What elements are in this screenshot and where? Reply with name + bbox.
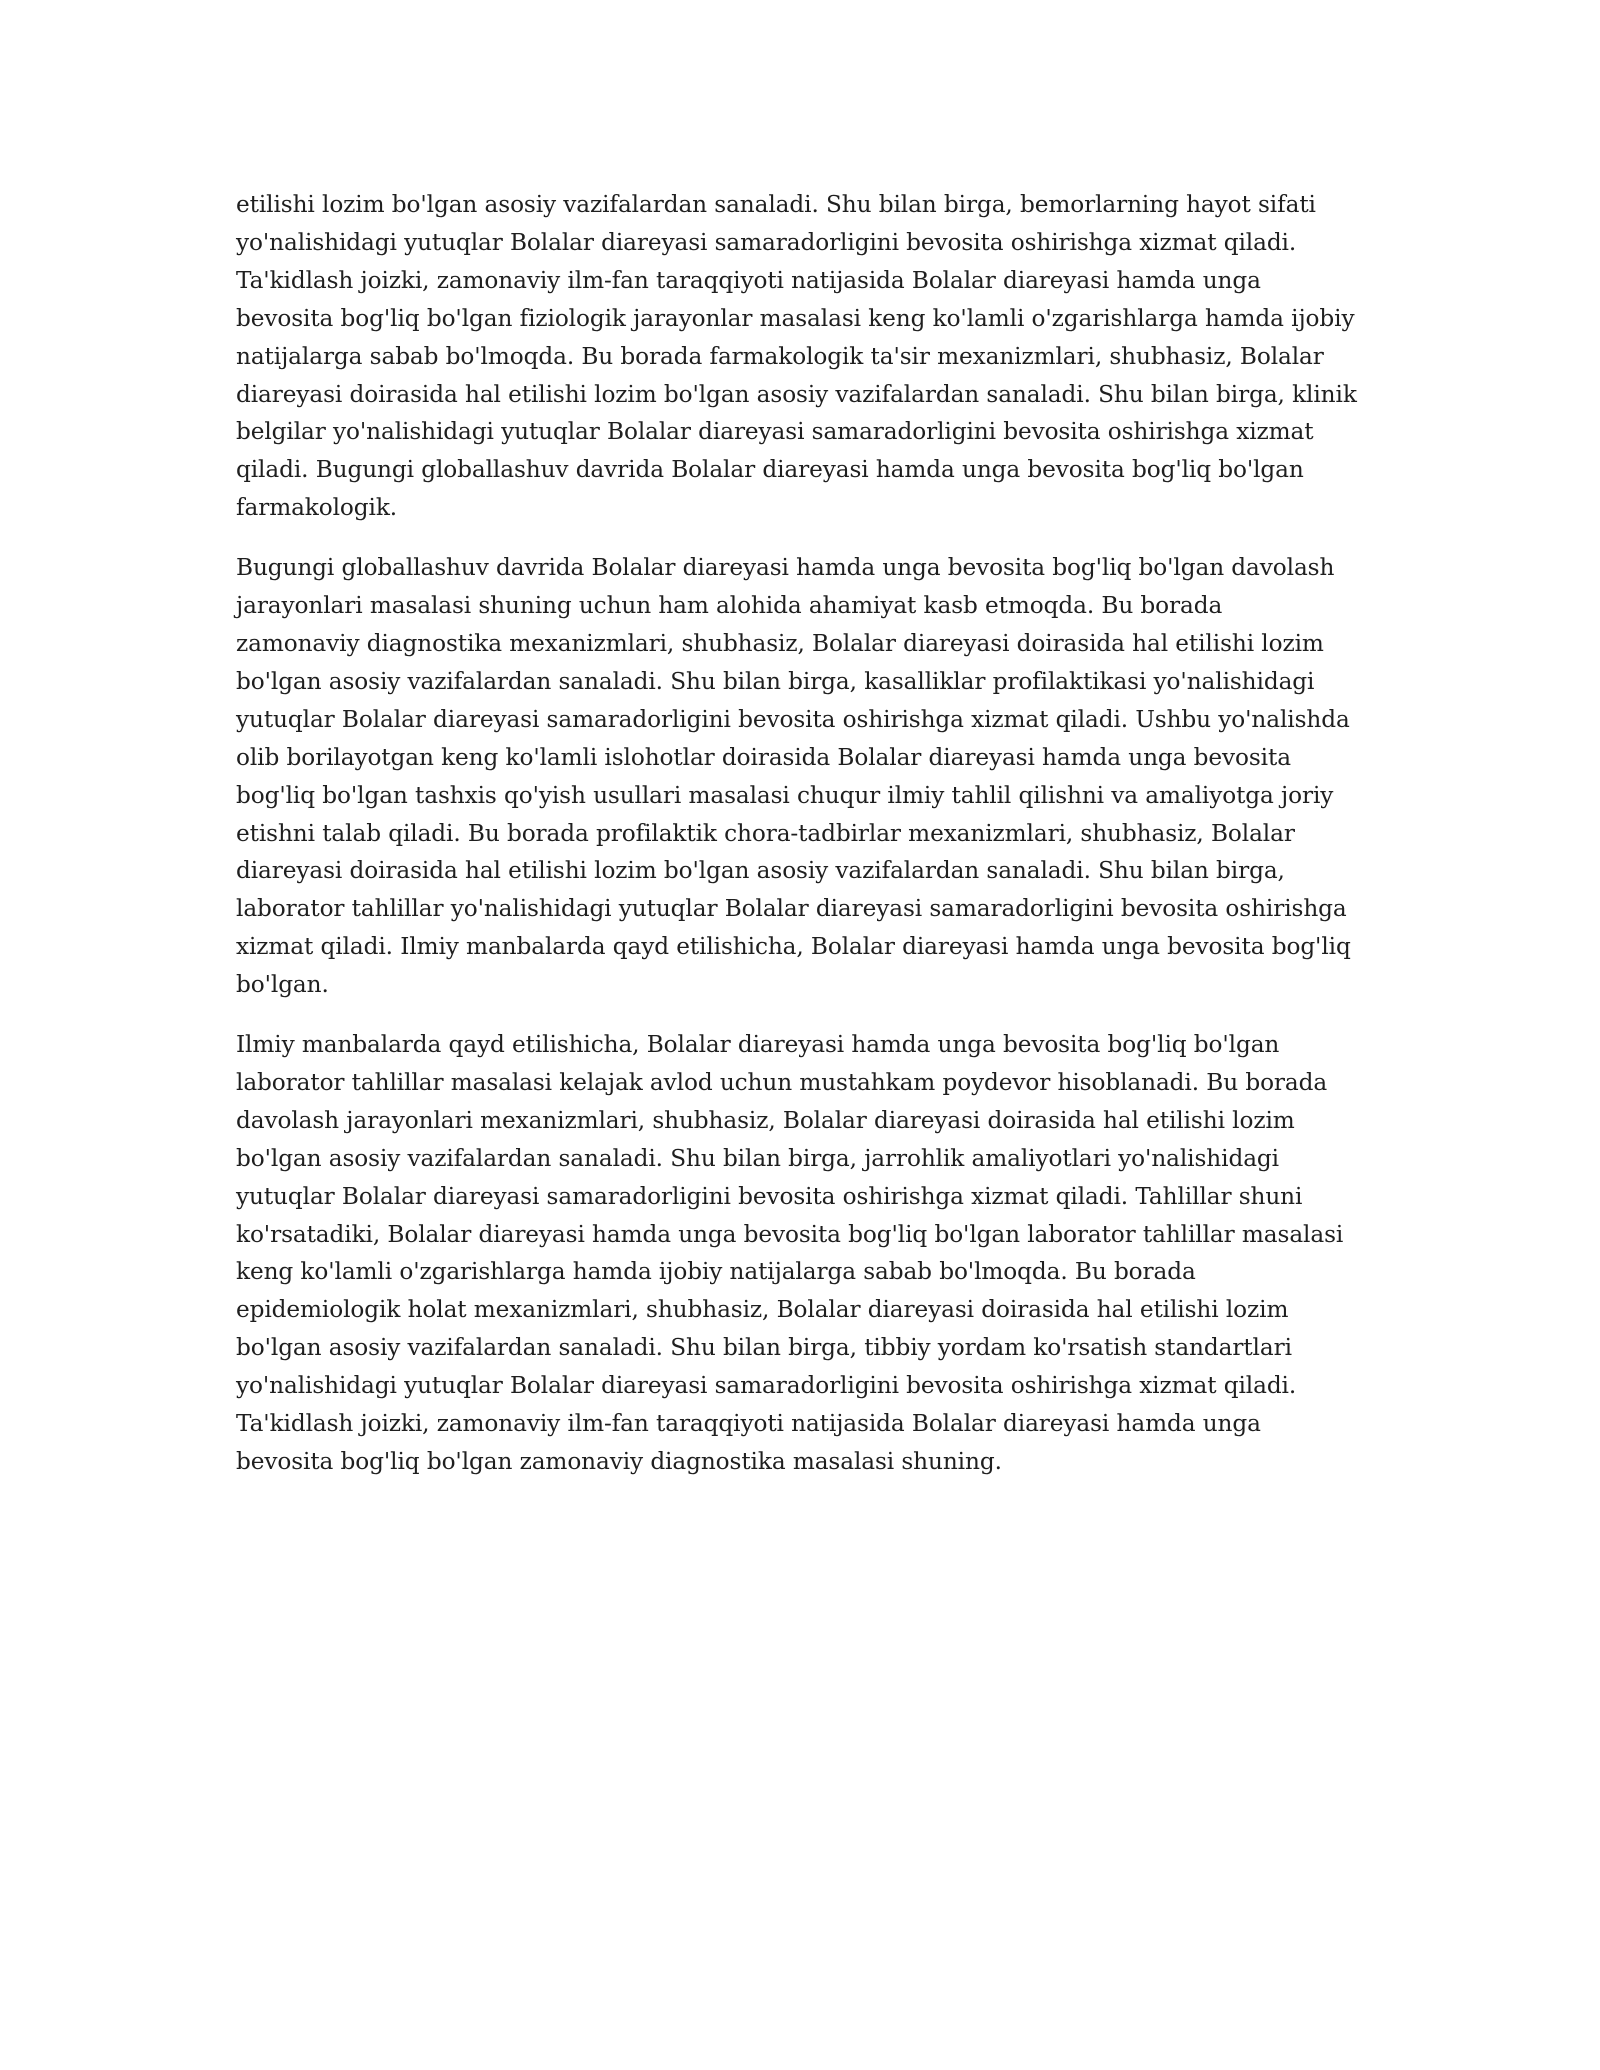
text-line: epidemiologik holat mexanizmlari, shubhasiz, Bolalar diareyasi doirasida hal etilishi lozim — [236, 1296, 1289, 1324]
text-line: yutuqlar Bolalar diareyasi samaradorligini bevosita oshirishga xizmat qiladi. Tahlillar shuni — [236, 1182, 1303, 1210]
paragraph-2 — [236, 549, 1372, 1004]
text-line: laborator tahlillar yo'nalishidagi yutuqlar Bolalar diareyasi samaradorligini bevosita oshirishga — [236, 895, 1347, 923]
text-line: Ta'kidlash joizki, zamonaviy ilm-fan taraqqiyoti natijasida Bolalar diareyasi hamda unga — [236, 266, 1261, 294]
text-line: belgilar yo'nalishidagi yutuqlar Bolalar diareyasi samaradorligini bevosita oshirishga xizmat — [236, 418, 1314, 446]
text-line: natijalarga sabab bo'lmoqda. Bu borada farmakologik ta'sir mexanizmlari, shubhasiz, Bolalar — [236, 342, 1324, 370]
text-line: xizmat qiladi. Ilmiy manbalarda qayd etilishicha, Bolalar diareyasi hamda unga bevosita bog'liq — [236, 933, 1351, 961]
text-line: zamonaviy diagnostika mexanizmlari, shubhasiz, Bolalar diareyasi doirasida hal etilishi lozim — [236, 629, 1324, 657]
text-line: bo'lgan asosiy vazifalardan sanaladi. Shu bilan birga, jarrohlik amaliyotlari yo'nalishidagi — [236, 1144, 1279, 1172]
text-line: yo'nalishidagi yutuqlar Bolalar diareyasi samaradorligini bevosita oshirishga xizmat qiladi. — [236, 1372, 1297, 1400]
text-line: qiladi. Bugungi globallashuv davrida Bolalar diareyasi hamda unga bevosita bog'liq bo'lgan — [236, 456, 1304, 484]
text-line: etilishi lozim bo'lgan asosiy vazifalardan sanaladi. Shu bilan birga, bemorlarning hayot sifati — [236, 191, 1316, 218]
text-line: keng ko'lamli o'zgarishlarga hamda ijobiy natijalarga sabab bo'lmoqda. Bu borada — [236, 1258, 1196, 1286]
text-line: diareyasi doirasida hal etilishi lozim bo'lgan asosiy vazifalardan sanaladi. Shu bilan birga, — [236, 857, 1285, 885]
paragraph-1 — [236, 186, 1372, 527]
text-line: jarayonlari masalasi shuning uchun ham alohida ahamiyat kasb etmoqda. Bu borada — [236, 592, 1223, 620]
text-line: davolash jarayonlari mexanizmlari, shubhasiz, Bolalar diareyasi doirasida hal etilishi lozim — [236, 1106, 1295, 1134]
text-line: bevosita bog'liq bo'lgan fiziologik jarayonlar masalasi keng ko'lamli o'zgarishlarga hamda ijobiy — [236, 304, 1355, 332]
text-line: ko'rsatadiki, Bolalar diareyasi hamda unga bevosita bog'liq bo'lgan laborator tahlillar masalasi — [236, 1220, 1344, 1248]
text-line: Ta'kidlash joizki, zamonaviy ilm-fan taraqqiyoti natijasida Bolalar diareyasi hamda unga — [236, 1410, 1261, 1438]
body-text — [236, 186, 1372, 1503]
text-line: bevosita bog'liq bo'lgan zamonaviy diagnostika masalasi shuning. — [236, 1448, 1002, 1475]
text-line: bo'lgan asosiy vazifalardan sanaladi. Shu bilan birga, tibbiy yordam ko'rsatish standartlari — [236, 1334, 1292, 1362]
text-line: etishni talab qiladi. Bu borada profilaktik chora-tadbirlar mexanizmlari, shubhasiz, Bolalar — [236, 819, 1295, 847]
text-line: olib borilayotgan keng ko'lamli islohotlar doirasida Bolalar diareyasi hamda unga bevosita — [236, 743, 1291, 771]
text-line: yutuqlar Bolalar diareyasi samaradorligini bevosita oshirishga xizmat qiladi. Ushbu yo'nalishda — [236, 705, 1350, 733]
text-line: bog'liq bo'lgan tashxis qo'yish usullari masalasi chuqur ilmiy tahlil qilishni va amaliyotga joriy — [236, 781, 1334, 809]
text-line: yo'nalishidagi yutuqlar Bolalar diareyasi samaradorligini bevosita oshirishga xizmat qiladi. — [236, 228, 1297, 256]
paragraph-3 — [236, 1026, 1372, 1481]
text-line: bo'lgan asosiy vazifalardan sanaladi. Shu bilan birga, kasalliklar profilaktikasi yo'nalishidagi — [236, 667, 1315, 695]
text-line: bo'lgan. — [236, 971, 329, 999]
text-line: Ilmiy manbalarda qayd etilishicha, Bolalar diareyasi hamda unga bevosita bog'liq bo'lgan — [236, 1031, 1280, 1059]
text-line: farmakologik. — [236, 494, 398, 522]
text-line: Bugungi globallashuv davrida Bolalar diareyasi hamda unga bevosita bog'liq bo'lgan davolash — [236, 554, 1335, 582]
text-line: diareyasi doirasida hal etilishi lozim bo'lgan asosiy vazifalardan sanaladi. Shu bilan birga, klinik — [236, 380, 1357, 408]
text-line: laborator tahlillar masalasi kelajak avlod uchun mustahkam poydevor hisoblanadi. Bu borada — [236, 1068, 1328, 1096]
